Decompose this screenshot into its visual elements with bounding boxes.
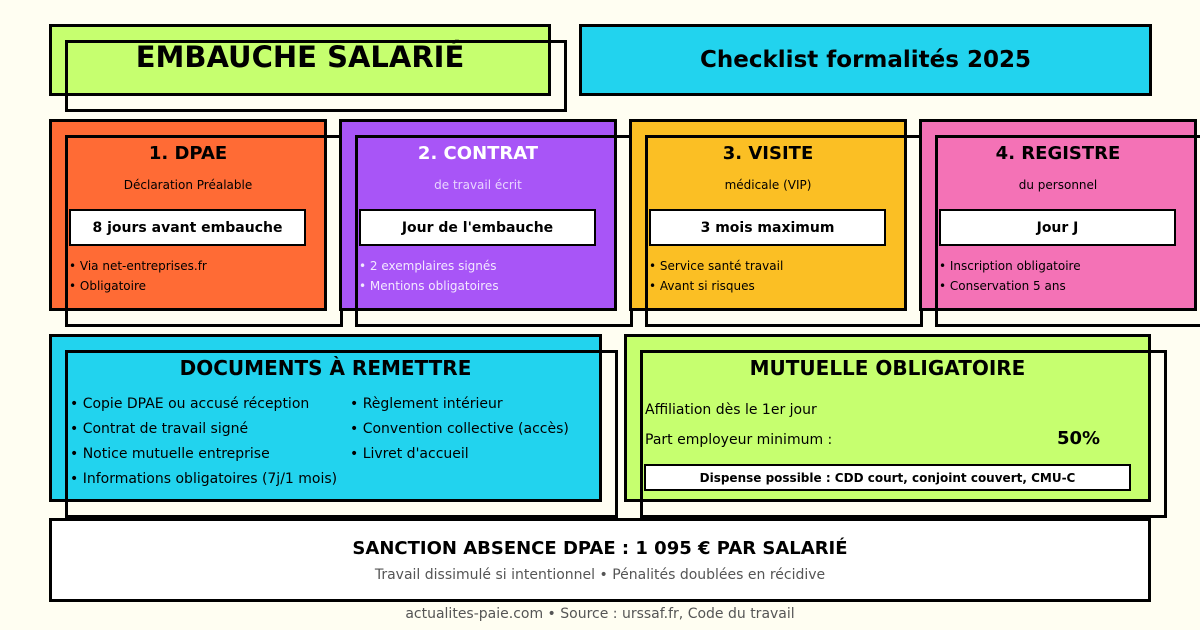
step-card-title: 2. CONTRAT <box>417 143 539 164</box>
document-item: • Livret d'accueil <box>350 446 469 462</box>
step-card-bullet: • 2 exemplaires signés <box>359 259 497 273</box>
step-card-bullets <box>69 256 319 296</box>
mutuelle-employer-share-value: 50% <box>1057 428 1101 449</box>
sanction-panel <box>49 518 1151 602</box>
document-item: • Contrat de travail signé <box>70 421 249 437</box>
document-item: • Copie DPAE ou accusé réception <box>70 396 310 412</box>
step-card-deadline-text: Jour J <box>1036 219 1079 236</box>
step-card-deadline <box>649 209 886 246</box>
page-title: EMBAUCHE SALARIÉ <box>135 40 465 74</box>
step-card-title: 3. VISITE <box>722 143 814 164</box>
step-card-subtitle: du personnel <box>1018 178 1098 192</box>
step-card-bullet: • Service santé travail <box>649 259 784 273</box>
step-card-bullet: • Obligatoire <box>69 279 147 293</box>
step-card-bullet: • Via net-entreprises.fr <box>69 259 207 273</box>
sanction-subtitle: Travail dissimulé si intentionnel • Pénalités doublées en récidive <box>374 567 826 583</box>
documents-title: DOCUMENTS À REMETTRE <box>179 356 472 380</box>
document-item: • Convention collective (accès) <box>350 421 569 437</box>
step-card-bullet: • Conservation 5 ans <box>939 279 1066 293</box>
step-card-bullets <box>649 256 899 296</box>
mutuelle-title: MUTUELLE OBLIGATOIRE <box>749 356 1026 380</box>
mutuelle-affiliation: Affiliation dès le 1er jour <box>645 402 817 418</box>
step-card-deadline <box>359 209 596 246</box>
document-item: • Notice mutuelle entreprise <box>70 446 270 462</box>
step-card-title: 1. DPAE <box>148 143 228 164</box>
page-subtitle: Checklist formalités 2025 <box>700 47 1031 73</box>
step-card-title: 4. REGISTRE <box>995 143 1121 164</box>
document-item: • Règlement intérieur <box>350 396 503 412</box>
step-card-subtitle: de travail écrit <box>434 178 522 192</box>
step-card-deadline-text: 3 mois maximum <box>700 219 835 236</box>
footer-source: actualites-paie.com • Source : urssaf.fr, Code du travail <box>405 606 795 622</box>
step-card-bullet: • Avant si risques <box>649 279 755 293</box>
step-card-bullet: • Inscription obligatoire <box>939 259 1081 273</box>
step-card-deadline <box>69 209 306 246</box>
documents-list-1 <box>70 392 350 492</box>
mutuelle-dispense-box <box>644 464 1131 491</box>
step-card-bullets <box>939 256 1189 296</box>
step-card-subtitle: Déclaration Préalable <box>123 178 253 192</box>
mutuelle-employer-share-label: Part employeur minimum : <box>645 432 833 448</box>
step-card-deadline <box>939 209 1176 246</box>
step-card-bullet: • Mentions obligatoires <box>359 279 499 293</box>
step-card-subtitle: médicale (VIP) <box>724 178 812 192</box>
step-card-deadline-text: Jour de l'embauche <box>401 219 554 236</box>
sanction-title: SANCTION ABSENCE DPAE : 1 095 € PAR SALARIÉ <box>352 538 848 559</box>
step-card-deadline-text: 8 jours avant embauche <box>92 219 283 236</box>
step-card-bullets <box>359 256 609 296</box>
document-item: • Informations obligatoires (7j/1 mois) <box>70 471 338 487</box>
documents-list-2 <box>350 392 590 467</box>
mutuelle-dispense-text: Dispense possible : CDD court, conjoint couvert, CMU-C <box>699 470 1076 485</box>
